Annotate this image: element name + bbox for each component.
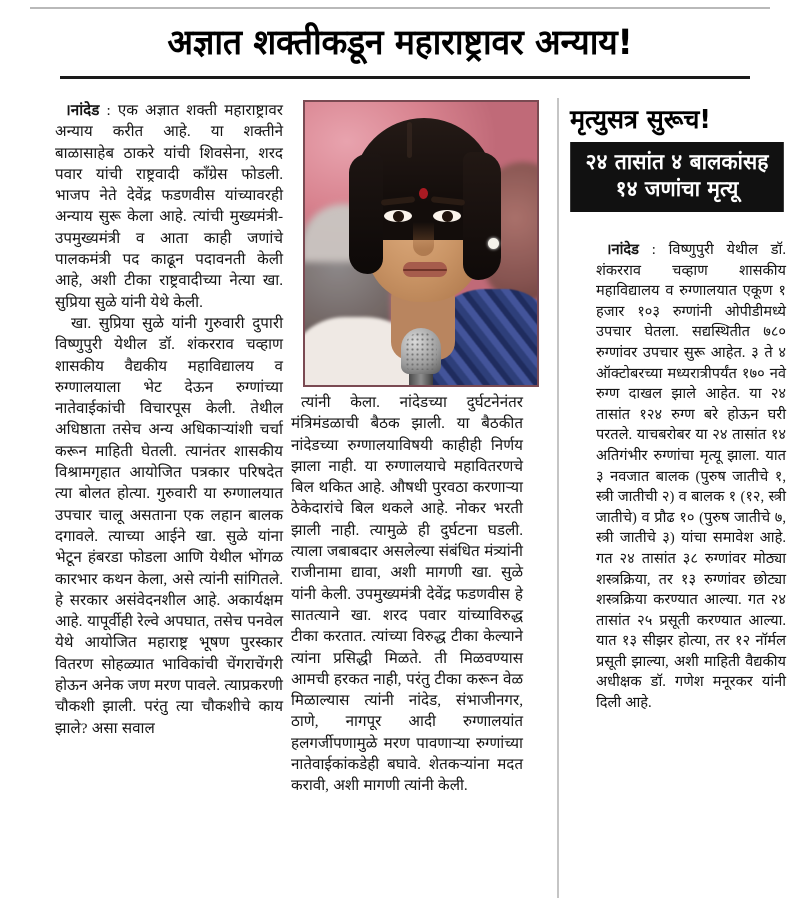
photo-subject-hair-left xyxy=(349,154,383,274)
article-paragraph-1 xyxy=(55,100,283,313)
photo-subject-pupil-right xyxy=(442,211,453,222)
photo-subject-bindi xyxy=(419,188,428,199)
sidebar-subtitle-line-2: १४ जणांचा मृत्यू xyxy=(615,177,739,202)
sidebar-dateline-separator: : xyxy=(638,242,669,258)
sidebar-dateline-place: नांदेड xyxy=(611,242,639,258)
article-column-1 xyxy=(55,100,283,739)
sidebar-dateline-bullet: । xyxy=(606,242,612,258)
dateline-place: नांदेड xyxy=(70,102,100,119)
photo-subject-eye-right xyxy=(433,210,461,222)
photo-microphone xyxy=(401,328,441,374)
photo-subject-lip-line xyxy=(403,269,447,271)
page-title: अज्ञात शक्तीकडून महाराष्ट्रावर अन्याय! xyxy=(167,23,633,63)
sidebar-headline-box xyxy=(568,100,786,212)
sidebar-subtitle xyxy=(570,142,784,212)
photo-subject-eye-left xyxy=(384,210,412,222)
sidebar-column xyxy=(596,240,786,714)
article-paragraph-2: खा. सुप्रिया सुळे यांनी गुरुवारी दुपारी विष्णुपुरी येथील डॉ. शंकरराव चव्हाण शासकीय वैद्यकीय महाविद्यालय व रुग्णालयाला भेट देऊन रुग्णांच्या नातेवाईकांची विचारपूस केली. तेथील अधिष्ठाता तसेच अन्य अधिकाऱ्यांशी चर्चा करून माहिती घेतली. त्यानंतर शासकीय विश्रामगृहात आयोजित पत्रकार परिषदेत त्या बोलत होत्या. गुरुवारी या रुग्णालयात उपचार चालू असताना एक लहान बालक दगावले. त्याच्या आईने खा. सुळे यांना भेटून हंबरडा फोडला आणि येथील भोंगळ कारभार कथन केला, असे त्यांनी सांगितले. हे सरकार असंवेदनशील आहे. अकार्यक्षम आहे. यापूर्वीही रेल्वे अपघात, तसेच पनवेल येथे आयोजित महाराष्ट्र भूषण पुरस्कार वितरण सोहळ्यात भाविकांची चेंगराचेंगरी होऊन अनेक जण मरण पावले. त्याप्रकरणी चौकशी झाली. परंतु त्या चौकशीचे काय झाले? असा सवाल xyxy=(55,314,283,737)
top-divider-rule xyxy=(30,7,770,9)
sidebar-subtitle-line-1: २४ तासांत ४ बालकांसह xyxy=(585,150,769,175)
photo-subject-earring xyxy=(488,238,499,249)
photo-microphone-grille xyxy=(405,332,437,370)
photo-subject-hair-right xyxy=(463,152,501,280)
dateline-separator: : xyxy=(99,102,118,119)
headline-divider-rule xyxy=(60,76,750,79)
dateline-bullet: । xyxy=(65,102,71,119)
article-paragraph-3: त्यांनी केला. नांदेडच्या दुर्घटनेनंतर मंत्रिमंडळाची बैठक झाली. या बैठकीत नांदेडच्या रुग्णालयाविषयी काहीही निर्णय झाला नाही. या रुग्णालयाचे महावितरणचे बिल थकित आहे. औषधी पुरवठा करणाऱ्या ठेकेदारांचे बिल थकले आहे. नोकर भरती झाली नाही. त्यामुळे ही दुर्घटना घडली. त्याला जबाबदार असलेल्या संबंधित मंत्र्यांनी राजीनामा द्यावा, अशी मागणी खा. सुळे यांनी केली. उपमुख्यमंत्री देवेंद्र फडणवीस हे सातत्याने खा. शरद पवार यांच्याविरुद्ध टीका करतात. त्यांच्या विरुद्ध टीका केल्याने त्यांना प्रसिद्धी मिळते. ती मिळवण्यास आमची हरकत नाही, परंतु टीका करून वेळ मिळाल्यास त्यांनी नांदेड, संभाजीनगर, ठाणे, नागपूर आदी रुग्णालयांत हलगर्जीपणामुळे मरण पावणाऱ्या रुग्णांच्या नातेवाईकांकडेही बघावे. शेतकऱ्यांना मदत करावी, अशी मागणी त्यांनी केली. xyxy=(291,394,523,795)
sidebar-paragraph xyxy=(596,240,786,714)
sidebar-divider-rule xyxy=(557,98,559,898)
photo-subject-nose xyxy=(413,222,434,256)
sidebar-body-text: विष्णुपुरी येथील डॉ. शंकरराव चव्हाण शासकीय महाविद्यालय व रुग्णालयात एकूण १ हजार १०३ रुग्णांनी ओपीडीमध्ये उपचार घेतला. सद्यस्थितीत ७८० रुग्णांवर उपचार सुरू आहेत. ३ ते ४ ऑक्टोबरच्या मध्यरात्रीपर्यंत १७० नवे रुग्ण दाखल झाले आहेत. या २४ तासांत १२४ रुग्ण बरे होऊन घरी परतले. याचबरोबर या २४ तासांत १४ अतिगंभीर रुग्णांचा मृत्यू झाला. यात ३ नवजात बालक (पुरुष जातीचे १, स्त्री जातीची २) व बालक १ (१२, स्त्री जातीचे) व प्रौढ १० (पुरुष जातीचे ७, स्त्री जातीचे ३) यांचा समावेश आहे. गत २४ तासांत ३८ रुग्णांवर मोठ्या शस्त्रक्रिया, तर १३ रुग्णांवर छोट्या शस्त्रक्रिया करण्यात आल्या. गत २४ तासांत २५ प्रसूती करण्यात आल्या. यात १३ सीझर होत्या, तर १२ नॉर्मल प्रसूती झाल्या, अशी माहिती वैद्यकीय अधीक्षक डॉ. गणेश मनूरकर यांनी दिली आहे. xyxy=(596,242,786,712)
article-paragraph-1-text: एक अज्ञात शक्ती महाराष्ट्रावर अन्याय करीत आहे. या शक्तीने बाळासाहेब ठाकरे यांची शिवसेना, शरद पवार यांची राष्ट्रवादी काँग्रेस फोडली. भाजप नेते देवेंद्र फडणवीस यांच्यावरही अन्याय सुरू केला आहे. त्यांची मुख्यमंत्री-उपमुख्यमंत्री व आता काही जणांचे पालकमंत्री पद काढून पदावनती केली आहे, अशी टीका राष्ट्रवादीच्या नेत्या खा. सुप्रिया सुळे यांनी येथे केली. xyxy=(55,102,283,311)
article-column-2 xyxy=(291,392,523,797)
photo-subject-pupil-left xyxy=(393,211,404,222)
photo-subject-hair-part xyxy=(407,122,412,158)
sidebar-title: मृत्युसत्र सुरूच! xyxy=(568,100,779,142)
article-photo xyxy=(303,100,539,387)
